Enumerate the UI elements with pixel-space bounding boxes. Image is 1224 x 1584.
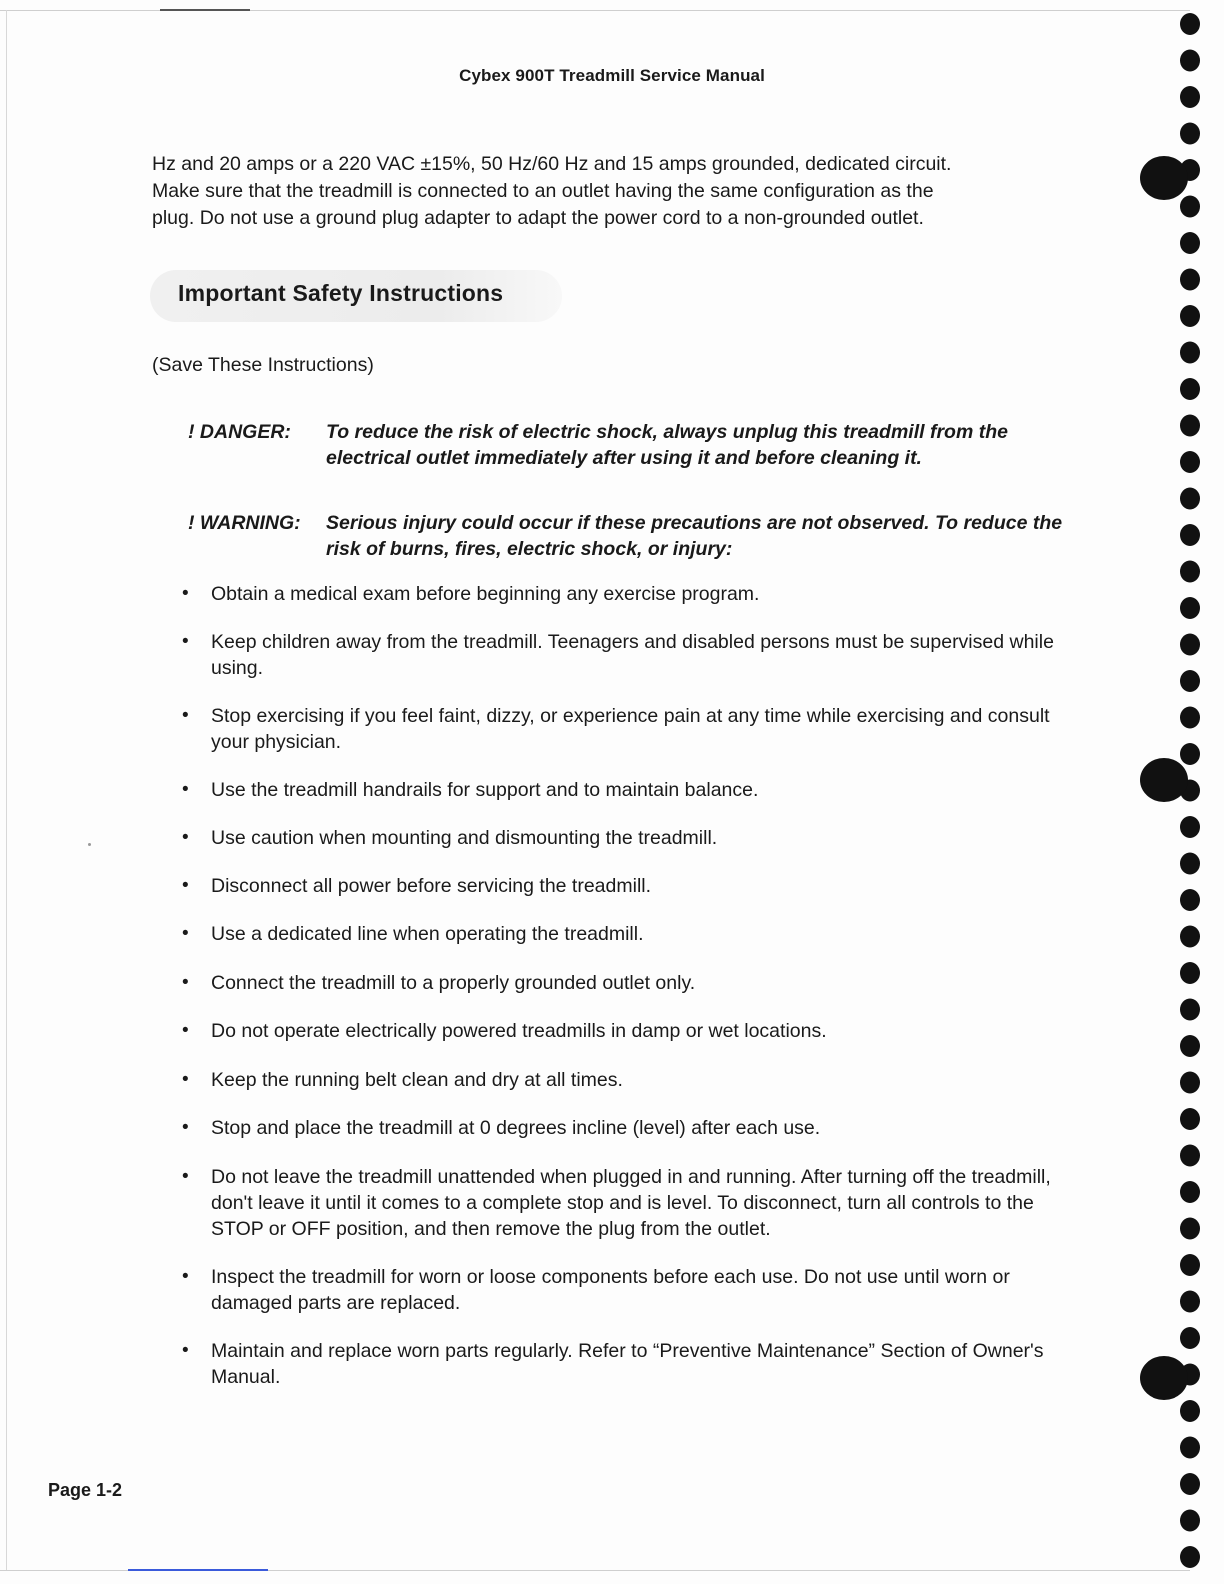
list-item: • Disconnect all power before servicing the treadmill. xyxy=(182,873,1082,899)
list-item: • Keep children away from the treadmill. Teenagers and disabled persons must be supervised while using. xyxy=(182,629,1082,681)
binding-post xyxy=(1140,156,1188,200)
list-item: • Use the treadmill handrails for support and to maintain balance. xyxy=(182,777,1082,803)
binding-hole xyxy=(1180,488,1200,510)
intro-line: plug. Do not use a ground plug adapter to adapt the power cord to a non-grounded outlet. xyxy=(152,207,924,229)
scan-speck xyxy=(88,843,91,846)
binding-hole xyxy=(1180,305,1200,327)
binding-hole xyxy=(1180,1510,1200,1532)
safety-instructions-list xyxy=(182,581,1082,1390)
binding-hole xyxy=(1180,1181,1200,1203)
binding-hole xyxy=(1180,1473,1200,1495)
warning-text: Serious injury could occur if these precautions are not observed. To reduce the risk of burns, fires, electric shock, or injury: xyxy=(326,512,1063,560)
binding-hole xyxy=(1180,86,1200,108)
binding-hole xyxy=(1180,597,1200,619)
binding-hole xyxy=(1180,962,1200,984)
warning-label: ! WARNING: xyxy=(188,512,301,534)
list-item: • Stop and place the treadmill at 0 degrees incline (level) after each use. xyxy=(182,1115,1082,1141)
binding-hole xyxy=(1180,889,1200,911)
top-rule-accent xyxy=(160,9,250,11)
intro-line: Make sure that the treadmill is connected to an outlet having the same configuration as the xyxy=(152,180,934,202)
list-item: • Use a dedicated line when operating the treadmill. xyxy=(182,921,1082,947)
binding-hole xyxy=(1180,926,1200,948)
binding-hole xyxy=(1180,13,1200,35)
binding-hole xyxy=(1180,1327,1200,1349)
binding-hole xyxy=(1180,743,1200,765)
binding-hole xyxy=(1180,1254,1200,1276)
list-item: • Do not leave the treadmill unattended when plugged in and running. After turning off the treadmill, don't leave it until it comes to a complete stop and is level. To disconnect, turn all controls to the STOP or OFF position, and then remove the plug from the outlet. xyxy=(182,1164,1082,1242)
binding-hole xyxy=(1180,1437,1200,1459)
list-item: • Use caution when mounting and dismounting the treadmill. xyxy=(182,825,1082,851)
binding-hole xyxy=(1180,853,1200,875)
binding-hole xyxy=(1180,1108,1200,1130)
binding-hole xyxy=(1180,670,1200,692)
intro-paragraph xyxy=(152,151,1092,232)
binding-hole xyxy=(1180,378,1200,400)
binding-hole xyxy=(1180,999,1200,1021)
list-item: • Inspect the treadmill for worn or loose components before each use. Do not use until worn or damaged parts are replaced. xyxy=(182,1264,1082,1316)
list-item: • Obtain a medical exam before beginning any exercise program. xyxy=(182,581,1082,607)
save-instructions-note: (Save These Instructions) xyxy=(152,354,374,376)
binding-post xyxy=(1140,758,1188,802)
binding-hole xyxy=(1180,816,1200,838)
binding-hole xyxy=(1180,1400,1200,1422)
binding-holes xyxy=(1130,0,1224,1584)
binding-hole xyxy=(1180,1072,1200,1094)
binding-hole xyxy=(1180,1546,1200,1568)
list-item: • Do not operate electrically powered treadmills in damp or wet locations. xyxy=(182,1018,1082,1044)
intro-line: Hz and 20 amps or a 220 VAC ±15%, 50 Hz/60 Hz and 15 amps grounded, dedicated circuit. xyxy=(152,153,952,175)
binding-hole xyxy=(1180,415,1200,437)
bottom-rule-accent xyxy=(128,1569,268,1571)
binding-hole xyxy=(1180,269,1200,291)
binding-hole xyxy=(1180,1145,1200,1167)
binding-hole xyxy=(1180,634,1200,656)
binding-hole xyxy=(1180,1291,1200,1313)
list-item: • Keep the running belt clean and dry at all times. xyxy=(182,1067,1082,1093)
left-page-edge xyxy=(6,10,7,1570)
list-item: • Connect the treadmill to a properly grounded outlet only. xyxy=(182,970,1082,996)
page-number: Page 1-2 xyxy=(48,1480,123,1500)
danger-label: ! DANGER: xyxy=(188,421,291,443)
binding-hole xyxy=(1180,524,1200,546)
binding-post xyxy=(1140,1356,1188,1400)
binding-hole xyxy=(1180,451,1200,473)
list-item: • Stop exercising if you feel faint, dizzy, or experience pain at any time while exercising and consult your physician. xyxy=(182,703,1082,755)
binding-hole xyxy=(1180,342,1200,364)
binding-hole xyxy=(1180,1035,1200,1057)
running-header: Cybex 900T Treadmill Service Manual xyxy=(459,66,765,85)
binding-hole xyxy=(1180,196,1200,218)
warning-notice xyxy=(188,510,1068,562)
binding-hole xyxy=(1180,232,1200,254)
binding-hole xyxy=(1180,50,1200,72)
danger-notice xyxy=(188,419,1068,471)
binding-hole xyxy=(1180,123,1200,145)
binding-hole xyxy=(1180,1218,1200,1240)
section-title: Important Safety Instructions xyxy=(178,280,504,306)
list-item: • Maintain and replace worn parts regularly. Refer to “Preventive Maintenance” Section of Owner's Manual. xyxy=(182,1338,1082,1390)
binding-hole xyxy=(1180,561,1200,583)
danger-text: To reduce the risk of electric shock, always unplug this treadmill from the electrical outlet immediately after using it and before cleaning it. xyxy=(326,421,1008,469)
binding-hole xyxy=(1180,707,1200,729)
